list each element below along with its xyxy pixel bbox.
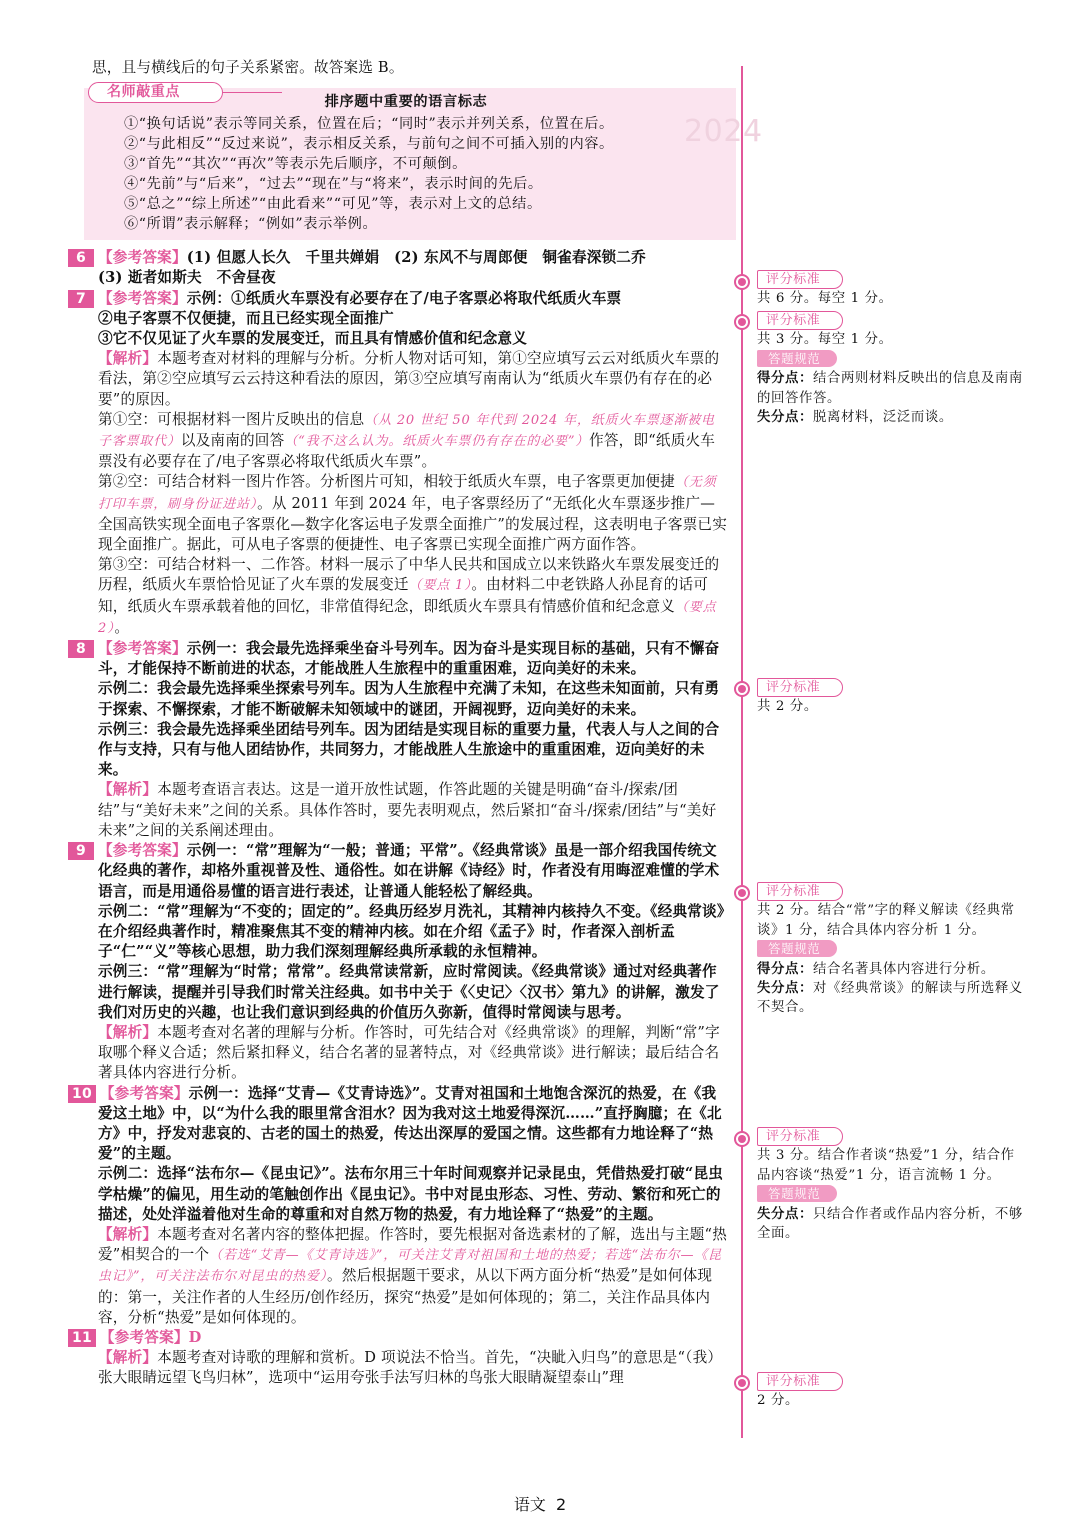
key-item: ⑥“所谓”表示解释；“例如”表示举例。 [124,216,378,233]
question-number: 10 [68,1085,96,1103]
key-item: ④“先前”与“后来”，“过去”“现在”与“将来”，表示时间的先后。 [124,176,543,193]
analysis-label: 【解析】 [98,1225,158,1243]
get-point-label: 得分点： [757,370,813,387]
watermark: 2024 [684,114,763,150]
main-column [72,58,763,1389]
question-number: 9 [68,842,94,860]
analysis-label: 【解析】 [98,1349,158,1367]
handwritten-note: （要点 1） [408,578,472,594]
score-standard-tag: 评分标准 [757,270,843,289]
analysis-label: 【解析】 [98,350,158,368]
handwritten-note: （“我不这么认为。纸质火车票仍有存在的必要”） [284,434,590,450]
answer-norm-tag: 答题规范 [757,940,837,957]
side-note-text: 共 2 分。 [757,699,818,715]
q9-example3: 示例三：“常”理解为“时常；常常”。经典常读常新，应时常阅读。《经典常谈》通过对经典著作进行解读，提醒并引导我们时常关注经典。如书中关于《〈史记〉〈汉书〉第九》的讲解，激发了我们对历史的兴趣，也让我们意识到经典的价值历久弥新，值得时常阅读与思考。 [98,963,720,1021]
score-standard-tag: 评分标准 [757,1372,843,1391]
q8-example2: 示例二：我会最先选择乘坐探索号列车。因为人生旅程中充满了未知，在这些未知面前，只有勇于探索、不懈探索，才能不断破解未知领域中的谜团，开阔视野，迈向美好的未来。 [98,680,720,718]
q8-example3: 示例三：我会最先选择乘坐团结号列车。因为团结是实现目标的重要力量，代表人与人之间的合作与支持，只有与他人团结协作，共同努力，才能战胜人生旅途中的重重困难，迈向美好的未来。 [98,720,720,779]
ref-answer-label: 【参考答案】 [98,842,187,860]
side-note-6 [757,270,1025,309]
pin-icon [734,274,750,290]
q7-answer3: ③它不仅见证了火车票的发展变迁，而且具有情感价值和纪念意义 [98,330,528,348]
ref-answer-label: 【参考答案】 [99,1328,189,1346]
handwritten-note: （要点 2） [98,599,717,636]
ref-answer-label: 【参考答案】 [98,640,187,658]
get-point-label: 得分点： [757,960,813,977]
score-standard-tag: 评分标准 [757,882,843,901]
side-note-text: 对《经典常谈》的解读与所选释义不契合。 [757,981,1023,1016]
side-note-11 [757,1372,1025,1411]
question-8 [76,639,728,841]
q11-analysis: 本题考查对诗歌的理解和赏析。D 项说法不恰当。首先，“决眦入归鸟”的意思是“（我）张大眼睛远望飞鸟归林”，选项中“运用夸张手法写归林的鸟张大眼睛凝望泰山”理 [98,1349,723,1387]
side-note-10 [757,1127,1025,1243]
q7-answer2: ②电子客票不仅便捷，而且已经实现全面推广 [98,309,394,327]
question-number: 7 [68,290,94,308]
page-number: 2 [556,1495,567,1514]
side-note-text: 共 2 分。结合“常”字的释义解读《经典常谈》1 分，结合具体内容分析 1 分。 [757,903,1015,938]
analysis-label: 【解析】 [98,781,158,799]
score-standard-tag: 评分标准 [757,311,843,330]
key-box-header: 名师敲重点 [88,82,223,103]
side-note-text: 共 6 分。每空 1 分。 [757,291,893,307]
key-item: ⑤“总之”“综上所述”“由此看来”“可见”等，表示对上文的总结。 [124,196,542,213]
question-number: 6 [68,249,94,267]
pin-icon [734,885,750,901]
side-note-text: 共 3 分。每空 1 分。 [757,332,893,348]
side-note-8 [757,678,1025,717]
answer-norm-tag: 答题规范 [757,350,837,367]
key-points-box [84,84,763,240]
ref-answer-label: 【参考答案】 [99,1084,189,1102]
question-9 [76,841,728,1083]
lose-point-label: 失分点： [757,980,813,997]
q10-example1: 示例一：选择“艾青—《艾青诗选》”。艾青对祖国和土地饱含深沉的热爱，在《我爱这土地》中，以“为什么我的眼里常含泪水？因为我对这土地爱得深沉……”直抒胸臆；在《北方》中，抒发对悲哀的、古老的国土的热爱，传达出深厚的爱国之情。这些都有力地诠释了“热爱”的主题。 [98,1084,722,1163]
question-10: 10 【参考答案】示例一：选择“艾青—《艾青诗选》”。艾青对祖国和土地饱含深沉的热爱，在《我爱这土地》中，以“为什么我的眼里常含泪水？因为我对这土地爱得深沉……”直抒胸臆；在《北方》中，抒发对悲哀的、古老的国土的热爱，传达出深厚的爱国之情。这些都有力地诠释了“热爱”的主题。 示例二：选择“法布尔—《昆虫记》”。法布尔用三十年时间观察并记录昆虫，凭借热爱打破“昆虫学枯燥”的偏见，用生动的笔触创作出《昆虫记》。书中对昆虫形态、习性、劳动、繁衍和死亡的描述，处处洋溢着他对生命的尊重和对自然万物的热爱，有力地诠释了“热爱”的主题。 【解析】本题考查对名著内容的整体把握。作答时，要先根据对备选素材的了解，选出与主题“热爱”相契合的一个（若选“艾青—《艾青诗选》”，可关注艾青对祖国和土地的热爱；若选“法布尔—《昆虫记》”，可关注法布尔对昆虫的热爱）。然后根据题干要求，从以下两方面分析“热爱”是如何体现的：第一，关注作者的人生经历/创作经历，探究“热爱”是如何体现的；第二，关注作品具体内容，分析“热爱”是如何体现的。 [92,1084,728,1328]
q7-blank3: 第③空：可结合材料一、二作答。材料一展示了中华人民共和国成立以来铁路火车票发展变迁的历程，纸质火车票恰恰见证了火车票的发展变迁（要点 1）。由材料二中老铁路人孙昆育的话可知，纸质火车票承载着他的回忆，非常值得纪念，即纸质火车票具有情感价值和纪念意义（要点 2）。 [98,556,720,636]
pin-icon [734,314,750,330]
pin-icon [734,681,750,697]
question-7 [76,289,728,639]
side-note-7 [757,311,1025,427]
question-6 [76,248,728,288]
side-note-text: 2 分。 [757,1393,799,1409]
key-item: ①“换句话说”表示等同关系，位置在后；“同时”表示并列关系，位置在后。 [124,116,614,133]
score-standard-tag: 评分标准 [757,1127,843,1146]
side-note-text: 共 3 分。结合作者谈“热爱”1 分，结合作品内容谈“热爱”1 分，语言流畅 1 分。 [757,1148,1015,1183]
side-note-text: 结合名著具体内容进行分析。 [812,961,995,977]
q11-answer: D [188,1328,202,1346]
pin-icon [734,1375,750,1391]
analysis-label: 【解析】 [98,1023,158,1041]
question-number: 8 [68,640,94,658]
handwritten-note: （无须打印车票，刷身份证进站） [98,475,717,512]
q6-answer-line1: (1) 但愿人长久 千里共婵娟 (2) 东风不与周郎便 铜雀春深锁二乔 [186,249,646,267]
score-standard-tag: 评分标准 [757,678,843,697]
pin-icon [734,1131,750,1147]
q9-analysis: 本题考查对名著的理解与分析。作答时，可先结合对《经典常谈》的理解，判断“常”字取哪个释义合适；然后紧扣释义，结合名著的显著特点，对《经典常谈》进行解读；最后结合名著具体内容进行分析。 [98,1023,720,1082]
ref-answer-label: 【参考答案】 [98,249,187,267]
intro-line: 思，且与横线后的句子关系紧密。故答案选 B。 [92,59,404,76]
page-footer [0,1492,1080,1515]
handwritten-note: （从 20 世纪 50 年代到 2024 年，纸质火车票逐渐被电子客票取代） [98,412,715,450]
key-item: ②“与此相反”“反过来说”，表示相反关系，与前句之间不可插入别的内容。 [124,136,614,153]
side-note-text: 脱离材料，泛泛而谈。 [812,410,953,426]
lose-point-label: 失分点： [757,409,813,426]
handwritten-note: （若选“艾青—《艾青诗选》”，可关注艾青对祖国和土地的热爱；若选“法布尔—《昆虫记》”，可关注法布尔对昆虫的热爱） [98,1248,722,1285]
q6-answer-line2: (3) 逝者如斯夫 不舍昼夜 [98,269,276,287]
q10-example2: 示例二：选择“法布尔—《昆虫记》”。法布尔用三十年时间观察并记录昆虫，凭借热爱打破“昆虫学枯燥”的偏见，用生动的笔触创作出《昆虫记》。书中对昆虫形态、习性、劳动、繁衍和死亡的描述，处处洋溢着他对生命的尊重和对自然万物的热爱，有力地诠释了“热爱”的主题。 [98,1165,724,1223]
q7-answer1: 示例：①纸质火车票没有必要存在了/电子客票必将取代纸质火车票 [186,289,622,307]
q8-analysis: 本题考查语言表达。这是一道开放性试题，作答此题的关键是明确“奋斗/探索/团结”与“美好未来”之间的关系。具体作答时，要先表明观点，然后紧扣“奋斗/探索/团结”与“美好未来”之间的关系阐述理由。 [98,781,717,839]
q7-analysis: 本题考查对材料的理解与分析。分析人物对话可知，第①空应填写云云对纸质火车票的看法，第②空应填写云云持这种看法的原因，第③空应填写南南认为“纸质火车票仍有存在的必要”的原因。 [98,350,720,408]
key-box-title: 排序题中重要的语言标志 [324,94,488,111]
side-note-text: 只结合作者或作品内容分析，不够全面。 [757,1206,1023,1242]
side-note-text: 结合两则材料反映出的信息及南南的回答作答。 [757,371,1023,406]
lose-point-label: 失分点： [757,1205,813,1222]
q8-example1: 示例一：我会最先选择乘坐奋斗号列车。因为奋斗是实现目标的基础，只有不懈奋斗，才能保持不断前进的状态，才能战胜人生旅程中的重重困难，迈向美好的未来。 [98,640,720,678]
ref-answer-label: 【参考答案】 [98,289,187,307]
key-item: ③“首先”“其次”“再次”等表示先后顺序，不可颠倒。 [124,156,467,173]
q7-blank2: 第②空：可结合材料一图片作答。分析图片可知，相较于纸质火车票，电子客票更加便捷（无须打印车票，刷身份证进站）。从 2011 年到 2024 年，电子客票经历了“无纸化火车票逐步推广—全国高铁实现全面电子客票化—数字化客运电子发票全面推广”的发展过程，这表明电子客票已实现全面推广。据此，可从电子客票的便捷性、电子客票已实现全面推广两方面作答。 [98,473,728,554]
q9-example1: 示例一：“常”理解为“一般；普通；平常”。《经典常谈》虽是一部介绍我国传统文化经典的著作，却格外重视普及性、通俗性。如在讲解《诗经》时，作者没有用晦涩难懂的学术语言，而是用通俗易懂的语言进行表述，让普通人能轻松了解经典。 [98,842,720,900]
side-note-9 [757,882,1025,1018]
subject-label: 语文 [513,1495,546,1514]
question-11 [72,1328,728,1389]
question-number: 11 [68,1329,96,1347]
q7-blank1: 第①空：可根据材料一图片反映出的信息（从 20 世纪 50 年代到 2024 年，纸质火车票逐渐被电子客票取代）以及南南的回答（“我不这么认为。纸质火车票仍有存在的必要”）作答，即“纸质火车票没有必要存在了/电子客票必将取代纸质火车票”。 [98,410,716,471]
column-divider [741,66,743,1438]
q9-example2: 示例二：“常”理解为“不变的；固定的”。经典历经岁月洗礼，其精神内核持久不变。《经典常谈》在介绍经典著作时，精准聚焦其不变的精神内核。如在介绍《孟子》时，作者深入剖析孟子“仁”“义”等核心思想，助力我们深刻理解经典所承载的永恒精神。 [98,902,725,961]
answer-norm-tag: 答题规范 [757,1185,837,1202]
